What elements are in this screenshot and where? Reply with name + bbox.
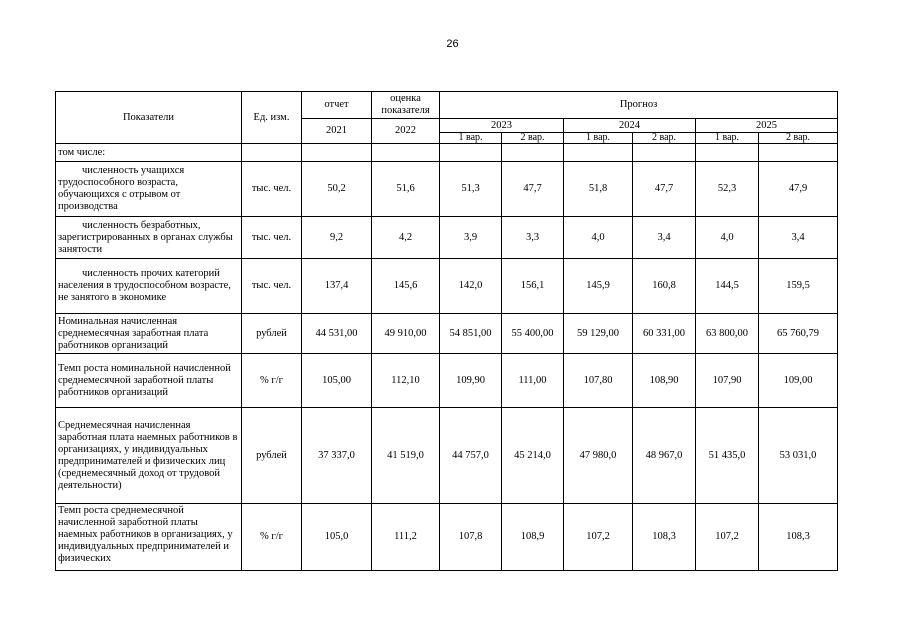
cell: 51,6: [372, 162, 440, 217]
cell: 47 980,0: [564, 408, 633, 504]
cell: 4,2: [372, 217, 440, 259]
cell: 3,9: [440, 217, 502, 259]
cell: 44 531,00: [302, 314, 372, 354]
header-unit: Ед. изм.: [242, 92, 302, 144]
cell: 108,90: [633, 354, 696, 408]
row-name: том числе:: [56, 144, 242, 162]
header-report: отчет: [302, 92, 372, 119]
cell: 145,6: [372, 259, 440, 314]
cell: 111,00: [502, 354, 564, 408]
cell: 48 967,0: [633, 408, 696, 504]
table-row: [56, 354, 838, 408]
header-year: 2021: [302, 119, 372, 144]
cell: 45 214,0: [502, 408, 564, 504]
cell: 105,00: [302, 354, 372, 408]
row-name: численность безработных, зарегистрированных в органах службы занятости: [56, 217, 242, 259]
header-variant: 2 вар.: [759, 133, 838, 144]
header-estimate: оценка показателя: [372, 92, 440, 119]
row-unit: [242, 144, 302, 162]
cell: 107,2: [564, 504, 633, 571]
cell: 50,2: [302, 162, 372, 217]
table-row: [56, 162, 838, 217]
cell: 65 760,79: [759, 314, 838, 354]
cell: [564, 144, 633, 162]
header-variant: 2 вар.: [502, 133, 564, 144]
cell: 108,3: [759, 504, 838, 571]
cell: 109,90: [440, 354, 502, 408]
cell: 144,5: [696, 259, 759, 314]
cell: 105,0: [302, 504, 372, 571]
cell: 108,9: [502, 504, 564, 571]
cell: [502, 144, 564, 162]
cell: 49 910,00: [372, 314, 440, 354]
header-variant: 2 вар.: [633, 133, 696, 144]
cell: 60 331,00: [633, 314, 696, 354]
row-name: Темп роста среднемесячной начисленной заработной платы наемных работников в организациях, у индивидуальных предпринимателей и физических: [58, 505, 233, 564]
table-row: [56, 314, 838, 354]
row-name: численность учащихся трудоспособного возраста, обучающихся с отрывом от производства: [56, 162, 242, 217]
row-name: Среднемесячная начисленная заработная плата наемных работников в организациях, у индивидуальных предпринимателей и физических лиц (среднемесячный доход от трудовой деятельности): [56, 408, 242, 504]
header-row-1: [56, 92, 838, 119]
cell: 47,9: [759, 162, 838, 217]
cell: 52,3: [696, 162, 759, 217]
cell: 47,7: [633, 162, 696, 217]
cell: 3,4: [633, 217, 696, 259]
cell: 59 129,00: [564, 314, 633, 354]
cell: 63 800,00: [696, 314, 759, 354]
cell: 109,00: [759, 354, 838, 408]
row-name: численность прочих категорий населения в трудоспособном возрасте, не занятого в экономике: [56, 259, 242, 314]
cell: 160,8: [633, 259, 696, 314]
cell: 108,3: [633, 504, 696, 571]
row-unit: тыс. чел.: [242, 259, 302, 314]
cell: 107,80: [564, 354, 633, 408]
cell: [302, 144, 372, 162]
cell: 51,8: [564, 162, 633, 217]
header-variant: 1 вар.: [696, 133, 759, 144]
header-variant: 1 вар.: [440, 133, 502, 144]
cell: 51 435,0: [696, 408, 759, 504]
table-row: [56, 144, 838, 162]
header-year: 2024: [564, 119, 696, 133]
cell: 107,2: [696, 504, 759, 571]
header-year: 2022: [372, 119, 440, 144]
page-number: 26: [446, 38, 459, 50]
cell: 54 851,00: [440, 314, 502, 354]
cell: 112,10: [372, 354, 440, 408]
header-year: 2025: [696, 119, 838, 133]
cell: [440, 144, 502, 162]
row-unit: % г/г: [242, 504, 302, 571]
cell: 47,7: [502, 162, 564, 217]
cell: [759, 144, 838, 162]
cell: 51,3: [440, 162, 502, 217]
row-name-cell: [56, 504, 242, 571]
header-year: 2023: [440, 119, 564, 133]
cell: 4,0: [696, 217, 759, 259]
cell: [633, 144, 696, 162]
cell: 4,0: [564, 217, 633, 259]
cell: 55 400,00: [502, 314, 564, 354]
cell: 107,8: [440, 504, 502, 571]
cell: 137,4: [302, 259, 372, 314]
row-unit: рублей: [242, 314, 302, 354]
cell: 9,2: [302, 217, 372, 259]
cell: 156,1: [502, 259, 564, 314]
forecast-table: [55, 91, 838, 571]
cell: 37 337,0: [302, 408, 372, 504]
cell: 3,4: [759, 217, 838, 259]
table-row: [56, 408, 838, 504]
table-row: [56, 259, 838, 314]
header-forecast: Прогноз: [440, 92, 838, 119]
cell: 41 519,0: [372, 408, 440, 504]
table-row: [56, 504, 838, 571]
cell: 3,3: [502, 217, 564, 259]
cell: 159,5: [759, 259, 838, 314]
table-row: [56, 217, 838, 259]
cell: [696, 144, 759, 162]
header-indicator: Показатели: [56, 92, 242, 144]
cell: 142,0: [440, 259, 502, 314]
cell: [372, 144, 440, 162]
cell: 111,2: [372, 504, 440, 571]
row-unit: % г/г: [242, 354, 302, 408]
row-unit: тыс. чел.: [242, 162, 302, 217]
row-name: Номинальная начисленная среднемесячная заработная плата работников организаций: [56, 314, 242, 354]
cell: 53 031,0: [759, 408, 838, 504]
row-unit: тыс. чел.: [242, 217, 302, 259]
cell: 107,90: [696, 354, 759, 408]
row-name: Темп роста номинальной начисленной среднемесячной заработной платы работников организаций: [56, 354, 242, 408]
row-unit: рублей: [242, 408, 302, 504]
cell: 145,9: [564, 259, 633, 314]
cell: 44 757,0: [440, 408, 502, 504]
header-variant: 1 вар.: [564, 133, 633, 144]
